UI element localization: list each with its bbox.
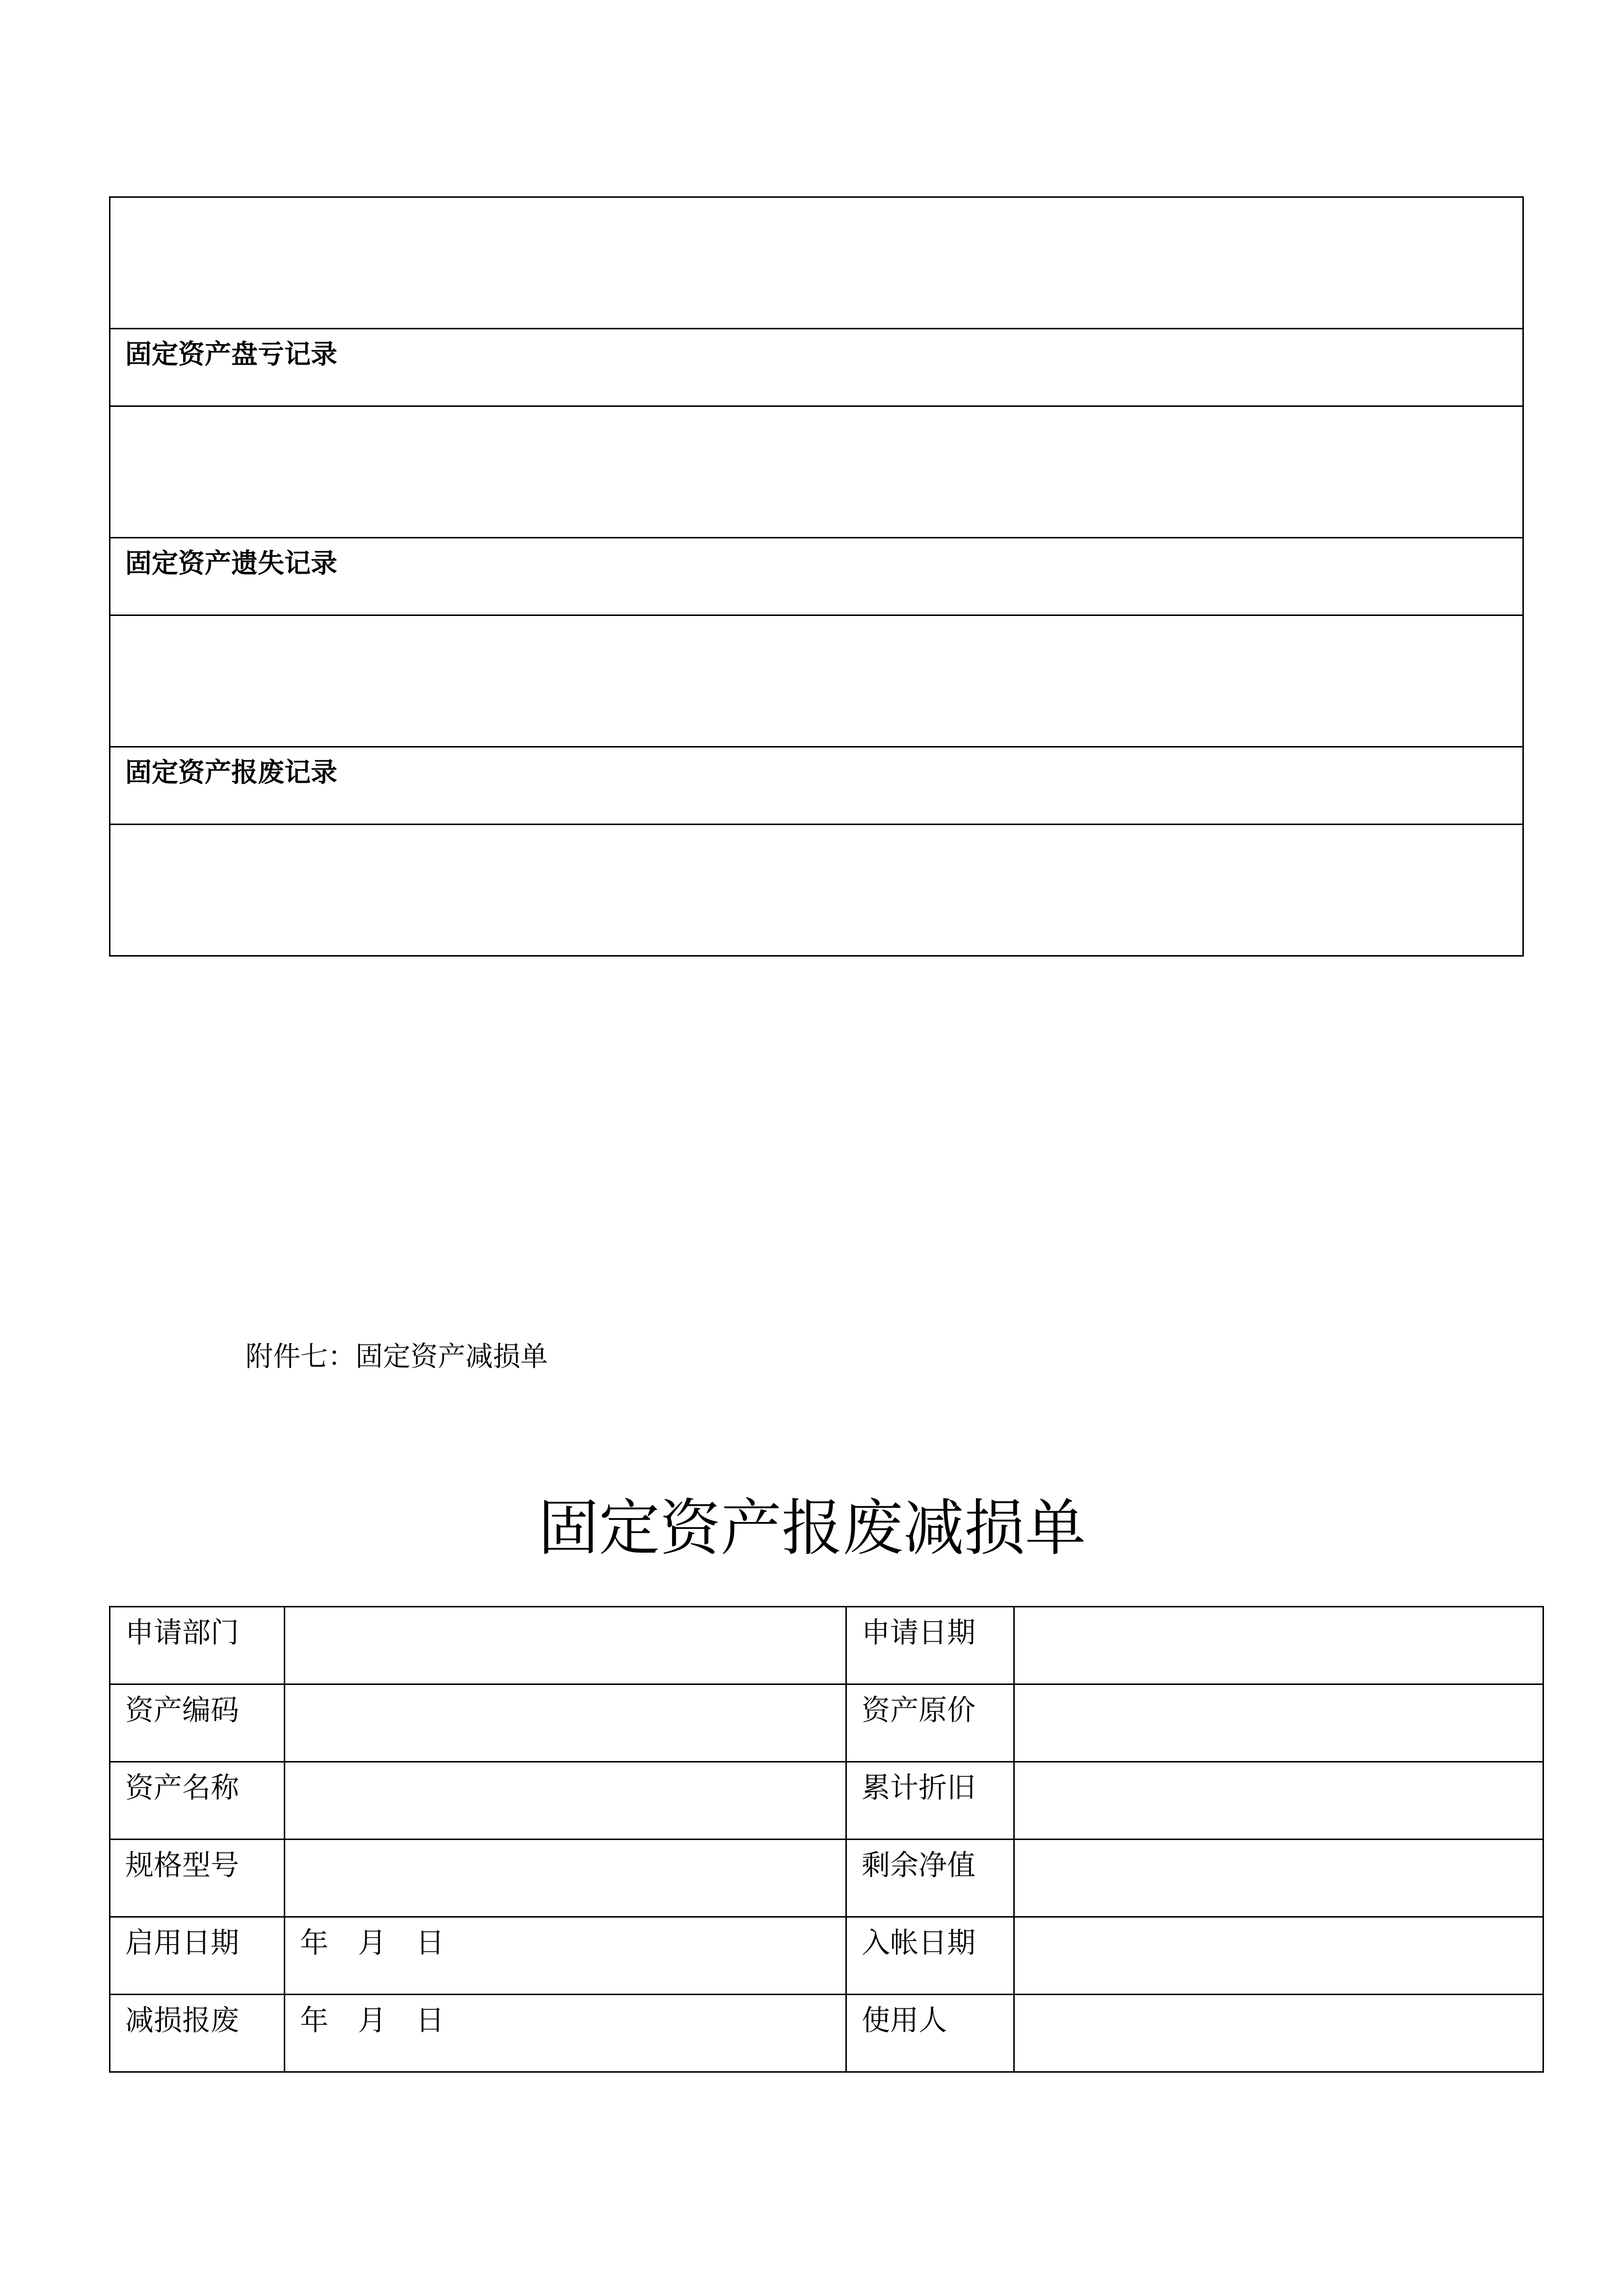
original-price-field[interactable] — [1014, 1684, 1543, 1762]
record-header-cell — [110, 747, 1523, 825]
accumulated-depreciation-field[interactable] — [1014, 1762, 1543, 1840]
month-unit: 月 — [358, 2003, 387, 2037]
spec-model-field[interactable] — [285, 1840, 846, 1917]
form-row-scrap — [110, 1995, 1543, 2072]
form-row-department — [110, 1607, 1543, 1684]
asset-code-field[interactable] — [285, 1684, 846, 1762]
scrap-record-label: 固定资产报废记录 — [125, 757, 337, 788]
net-value-field[interactable] — [1014, 1840, 1543, 1917]
lost-asset-record-label: 固定资产遗失记录 — [125, 548, 337, 579]
record-blank-cell[interactable] — [110, 197, 1523, 329]
label-asset-code: 资产编码 — [110, 1684, 285, 1762]
year-unit: 年 — [300, 2003, 329, 2037]
label-apply-date: 申请日期 — [846, 1607, 1014, 1684]
form-row-asset-code — [110, 1684, 1543, 1762]
day-unit: 日 — [416, 1926, 445, 1959]
inventory-loss-record-field[interactable] — [110, 406, 1523, 538]
label-accumulated-depreciation: 累计折旧 — [846, 1762, 1014, 1840]
start-date-field[interactable] — [285, 1917, 846, 1995]
label-booking-date: 入帐日期 — [846, 1917, 1014, 1995]
label-start-date: 启用日期 — [110, 1917, 285, 1995]
label-net-value: 剩余净值 — [846, 1840, 1014, 1917]
form-title: 固定资产报废减损单 — [538, 1493, 1086, 1564]
record-header-cell — [110, 538, 1523, 615]
form-row-start-date — [110, 1917, 1543, 1995]
inventory-loss-record-label: 固定资产盘亏记录 — [125, 339, 337, 370]
label-asset-name: 资产名称 — [110, 1762, 285, 1840]
asset-records-table — [109, 196, 1524, 957]
department-field[interactable] — [285, 1607, 846, 1684]
label-original-price: 资产原价 — [846, 1684, 1014, 1762]
scrap-date-field[interactable] — [285, 1995, 846, 2072]
apply-date-field[interactable] — [1014, 1607, 1543, 1684]
day-unit: 日 — [416, 2003, 445, 2037]
form-row-asset-name — [110, 1762, 1543, 1840]
label-scrap: 减损报废 — [110, 1995, 285, 2072]
asset-name-field[interactable] — [285, 1762, 846, 1840]
lost-asset-record-field[interactable] — [110, 615, 1523, 747]
label-spec-model: 规格型号 — [110, 1840, 285, 1917]
booking-date-field[interactable] — [1014, 1917, 1543, 1995]
year-unit: 年 — [300, 1926, 329, 1959]
attachment-caption: 附件七：固定资产减损单 — [245, 1341, 548, 1373]
label-user: 使用人 — [846, 1995, 1014, 2072]
record-header-cell — [110, 329, 1523, 406]
scrap-form-table — [109, 1606, 1544, 2073]
scrap-record-field[interactable] — [110, 825, 1523, 956]
form-row-spec-model — [110, 1840, 1543, 1917]
label-department: 申请部门 — [110, 1607, 285, 1684]
month-unit: 月 — [358, 1926, 387, 1959]
user-field[interactable] — [1014, 1995, 1543, 2072]
